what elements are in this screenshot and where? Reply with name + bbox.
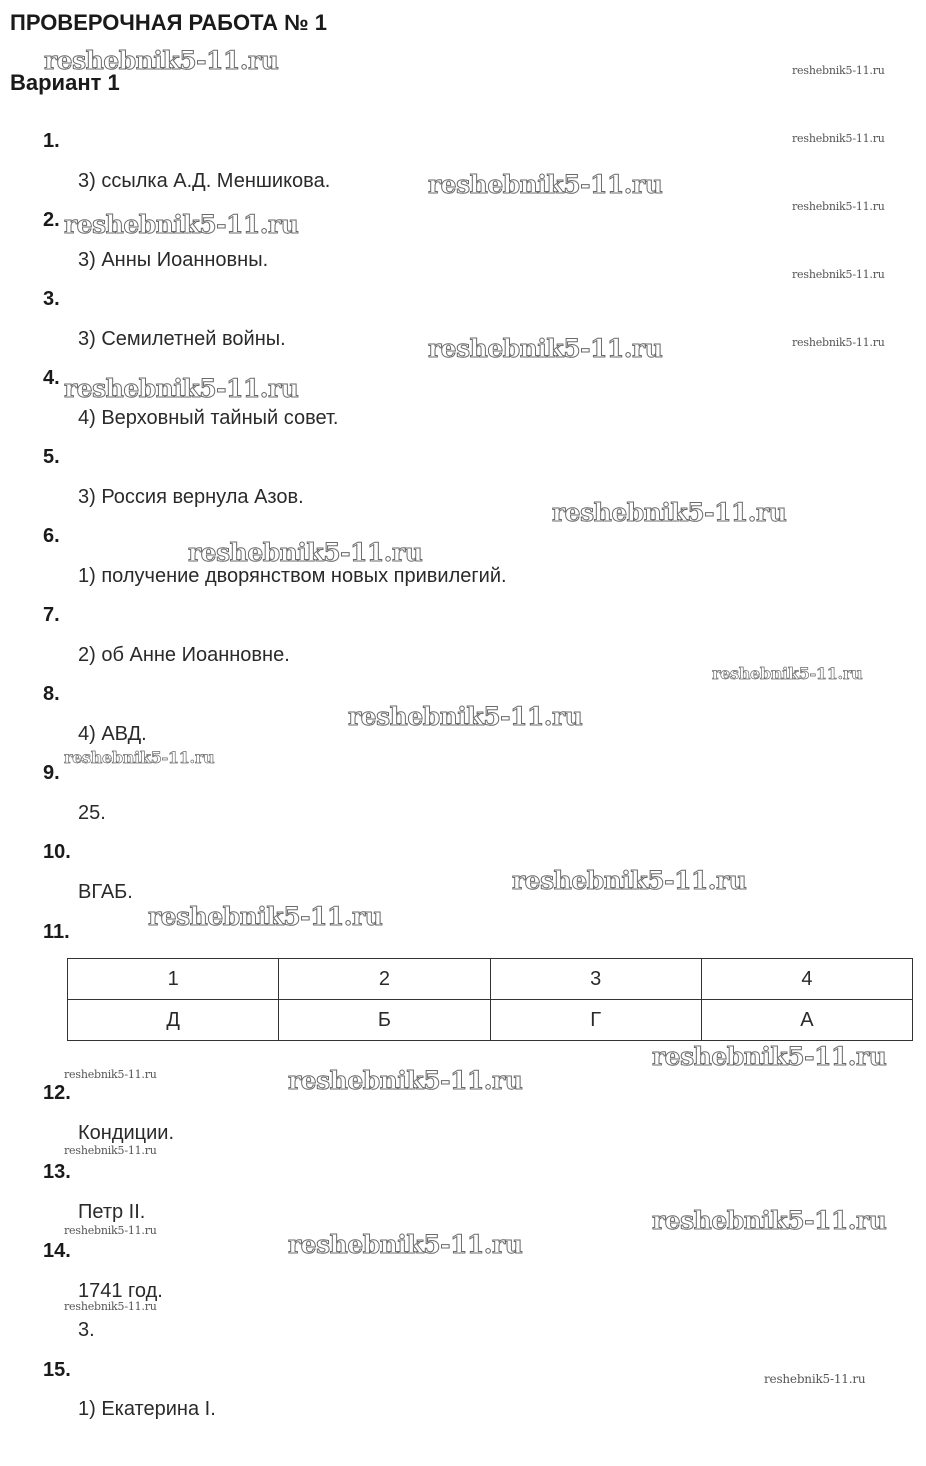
answer-text: 3. [78,1319,95,1341]
answer-text: 4) АВД. [78,723,147,745]
answer-text: 3) Семилетней войны. [78,328,286,350]
table-row [68,1000,913,1041]
question-number: 1. [43,130,60,152]
watermark: reshebnik5-11.ru [64,210,299,239]
watermark: reshebnik5-11.ru [288,1230,523,1259]
question-number: 8. [43,683,60,705]
answer-text: 1) получение дворянством новых привилегий. [78,565,507,587]
watermark: reshebnik5-11.ru [792,336,885,349]
watermark: reshebnik5-11.ru [64,374,299,403]
watermark: reshebnik5-11.ru [348,702,583,731]
watermark: reshebnik5-11.ru [428,170,663,199]
variant-label: Вариант 1 [10,70,120,95]
watermark: reshebnik5-11.ru [64,1144,157,1157]
table-cell: 1 [68,959,279,1000]
answer-text: ВГАБ. [78,881,133,903]
question-number: 13. [43,1161,71,1183]
table-cell: 2 [279,959,490,1000]
watermark: reshebnik5-11.ru [792,200,885,213]
answer-text: 2) об Анне Иоанновне. [78,644,290,666]
watermark: reshebnik5-11.ru [792,132,885,145]
question-number: 7. [43,604,60,626]
watermark: reshebnik5-11.ru [64,1300,157,1313]
question-number: 9. [43,762,60,784]
watermark: reshebnik5-11.ru [512,866,747,895]
watermark: reshebnik5-11.ru [64,1224,157,1237]
question-number: 11. [43,921,70,943]
question-number: 14. [43,1240,71,1262]
question-number: 5. [43,446,60,468]
answer-text: 1741 год. [78,1280,163,1302]
watermark: reshebnik5-11.ru [792,268,885,281]
answer-text: 4) Верховный тайный совет. [78,407,339,429]
watermark: reshebnik5-11.ru [428,334,663,363]
answer-text: 3) Анны Иоанновны. [78,249,269,271]
question-number: 15. [43,1359,71,1381]
answer-text: Кондиции. [78,1122,175,1144]
table-cell: 3 [490,959,701,1000]
table-cell: Б [279,1000,490,1041]
question-number: 12. [43,1082,71,1104]
table-header-row [68,959,913,1000]
question-number: 2. [43,209,60,231]
watermark: reshebnik5-11.ru [552,498,787,527]
answer-text: 25. [78,802,106,824]
answer-text: 3) Россия вернула Азов. [78,486,304,508]
watermark: reshebnik5-11.ru [712,664,863,683]
table-cell: 4 [701,959,912,1000]
watermark: reshebnik5-11.ru [652,1042,887,1071]
answer-text: 3) ссылка А.Д. Меншикова. [78,170,331,192]
question-number: 4. [43,367,60,389]
question-number: 6. [43,525,60,547]
table-cell: Д [68,1000,279,1041]
question-number: 10. [43,841,71,863]
answer-text: 1) Екатерина I. [78,1398,216,1420]
question-number: 3. [43,288,60,310]
answer-table [67,958,913,1041]
watermark: reshebnik5-11.ru [188,538,423,567]
answer-text: Петр II. [78,1201,146,1223]
watermark: reshebnik5-11.ru [64,748,215,767]
watermark: reshebnik5-11.ru [64,1068,157,1081]
watermark: reshebnik5-11.ru [44,46,279,75]
watermark: reshebnik5-11.ru [148,902,383,931]
watermark: reshebnik5-11.ru [652,1206,887,1235]
page-title: ПРОВЕРОЧНАЯ РАБОТА № 1 [10,10,328,35]
watermark: reshebnik5-11.ru [764,1372,866,1386]
table-cell: Г [490,1000,701,1041]
watermark: reshebnik5-11.ru [792,64,885,77]
table-cell: А [701,1000,912,1041]
watermark: reshebnik5-11.ru [288,1066,523,1095]
